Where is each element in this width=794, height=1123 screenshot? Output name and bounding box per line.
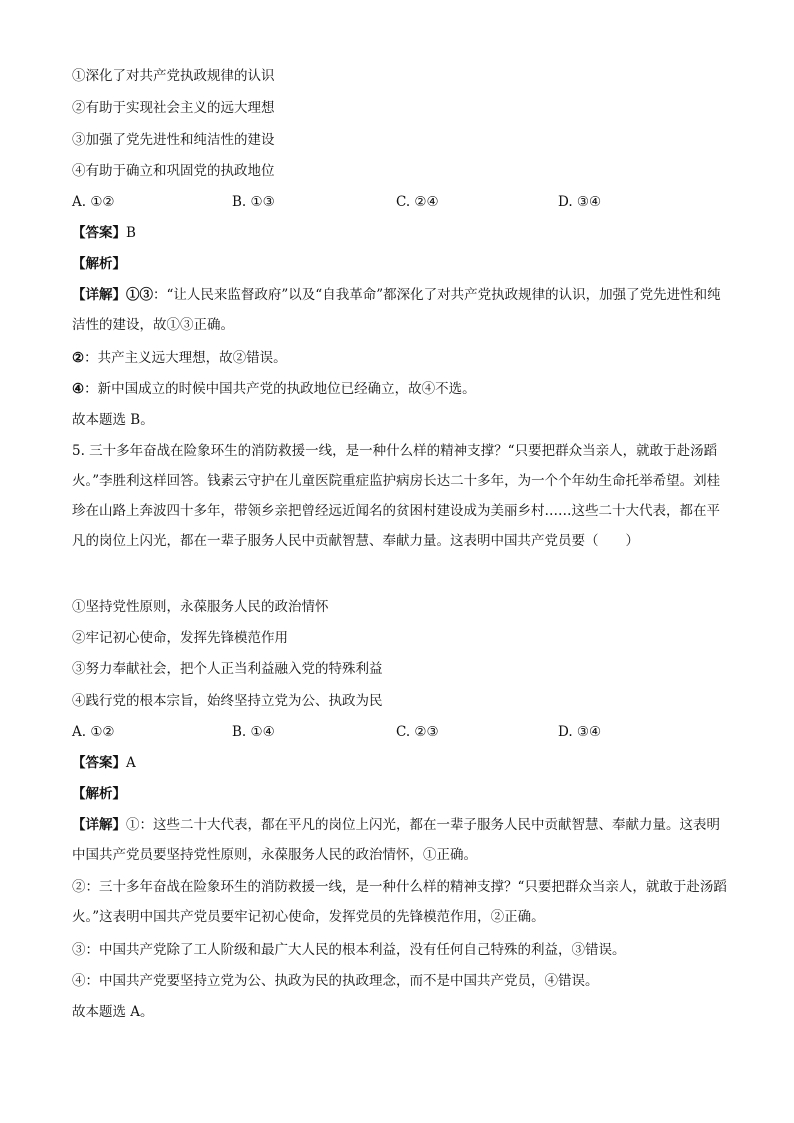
q5-conclusion: 故本题选 A。 xyxy=(72,1004,154,1020)
q5-analysis-label: 【解析】 xyxy=(72,786,126,802)
q5-option-c: C. ②③ xyxy=(396,724,439,740)
q5-option-a: A. ①② xyxy=(72,724,115,740)
q4-answer-label: 【答案】 xyxy=(72,225,126,241)
q5-option-b: B. ①④ xyxy=(232,724,275,740)
q5-detail-2: ②：三十多年奋战在险象环生的消防救援一线，是一种什么样的精神支撑？“只要把群众当亲人，就敢于赴汤蹈火。”这表明中国共产党员要牢记初心使命，发挥党员的先锋模范作用，②正确。 xyxy=(72,879,727,925)
q4-option-d: D. ③④ xyxy=(558,194,602,210)
q5-detail-4: ④：中国共产党要坚持立党为公、执政为民的执政理念，而不是中国共产党员，④错误。 xyxy=(72,973,599,989)
q5-answer-value: A xyxy=(126,755,136,771)
q5-statement-2: ②牢记初心使命，发挥先锋模范作用 xyxy=(72,630,288,646)
q4-conclusion: 故本题选 B。 xyxy=(72,412,154,428)
q5-detail-3: ③：中国共产党除了工人阶级和最广大人民的根本利益，没有任何自己特殊的利益，③错误。 xyxy=(72,942,626,958)
q5-option-d: D. ③④ xyxy=(558,724,602,740)
q5-statement-1: ①坚持党性原则，永葆服务人民的政治情怀 xyxy=(72,599,329,615)
q4-analysis-label: 【解析】 xyxy=(72,256,126,272)
q4-statement-1: ①深化了对共产党执政规律的认识 xyxy=(72,68,275,84)
q4-answer-value: B xyxy=(126,225,136,241)
q4-detail-3-key: ④ xyxy=(72,381,85,397)
q4-statement-4: ④有助于确立和巩固党的执政地位 xyxy=(72,163,275,179)
q5-detail-label: 【详解】 xyxy=(72,817,126,833)
q4-options xyxy=(72,192,732,212)
q4-detail-2-key: ② xyxy=(72,350,85,366)
q4-detail-2-text: ：共产主义远大理想，故②错误。 xyxy=(84,350,287,366)
q4-detail-2 xyxy=(72,348,287,368)
q4-detail-1 xyxy=(72,280,732,340)
q4-detail-3 xyxy=(72,379,476,399)
q4-statement-2: ②有助于实现社会主义的远大理想 xyxy=(72,100,275,116)
q5-statement-4: ④践行党的根本宗旨，始终坚持立党为公、执政为民 xyxy=(72,693,383,709)
q4-option-c: C. ②④ xyxy=(396,194,439,210)
q4-detail-1-text: ：“让人民来监督政府”以及“自我革命”都深化了对共产党执政规律的认识，加强了党先进性和纯洁性的建设，故①③正确。 xyxy=(72,287,721,333)
q5-answer-label: 【答案】 xyxy=(72,755,126,771)
q5-detail-1 xyxy=(72,810,732,870)
q4-answer xyxy=(72,223,136,243)
q4-option-a: A. ①② xyxy=(72,194,115,210)
q4-statement-3: ③加强了党先进性和纯洁性的建设 xyxy=(72,132,275,148)
q5-detail-1-text: ①：这些二十大代表，都在平凡的岗位上闪光，都在一辈子服务人民中贡献智慧、奉献力量。这表明中国共产党员要坚持党性原则，永葆服务人民的政治情怀，①正确。 xyxy=(72,817,720,863)
q5-answer xyxy=(72,753,136,773)
q4-detail-label: 【详解】 xyxy=(72,287,126,303)
q4-detail-1-key: ①③ xyxy=(126,287,153,303)
q5-options xyxy=(72,722,732,742)
q5-stem: 5. 三十多年奋战在险象环生的消防救援一线，是一种什么样的精神支撑？“只要把群众当亲人，就敢于赴汤蹈火。”李胜利这样回答。钱素云守护在儿童医院重症监护病房长达二十多年，为一个个年幼生命托举希望。刘桂珍在山路上奔波四十多年，带领乡亲把曾经远近闻名的贫困村建设成为美丽乡村……这些二十大代表，都在平凡的岗位上闪光，都在一辈子服务人民中贡献智慧、奉献力量。这表明中国共产党员要（ ） xyxy=(72,443,721,549)
q4-detail-3-text: ：新中国成立的时候中国共产党的执政地位已经确立，故④不选。 xyxy=(84,381,476,397)
q5-statement-3: ③努力奉献社会，把个人正当利益融入党的特殊利益 xyxy=(72,661,383,677)
q4-option-b: B. ①③ xyxy=(232,194,275,210)
